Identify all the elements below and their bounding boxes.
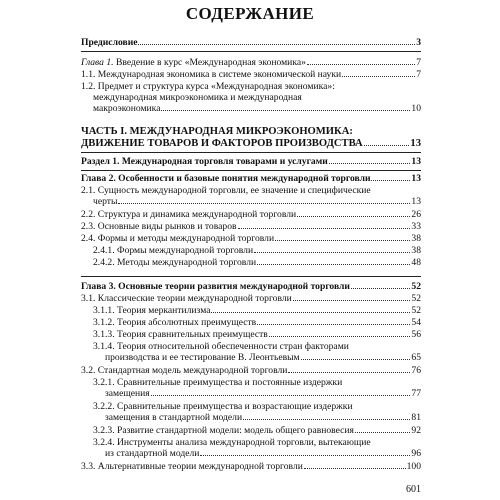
dot-leader bbox=[364, 145, 410, 146]
toc-page: 92 bbox=[411, 425, 421, 436]
toc-label-line: международная микроэкономика и международная bbox=[93, 92, 302, 103]
toc-entry-3-2-4[interactable] bbox=[93, 437, 421, 459]
toc-page: 77 bbox=[411, 388, 421, 399]
toc-entry-3-1-3[interactable] bbox=[93, 329, 421, 340]
dot-leader bbox=[293, 300, 411, 301]
toc-page: 13 bbox=[411, 196, 421, 207]
divider bbox=[81, 276, 421, 277]
toc-entry-chapter-1[interactable] bbox=[81, 57, 421, 68]
toc-label-line: макроэкономика bbox=[93, 103, 161, 114]
dot-leader bbox=[301, 359, 411, 360]
toc-page: 65 bbox=[411, 352, 421, 363]
toc-page: 52 bbox=[411, 293, 421, 304]
toc-entry-3-1[interactable] bbox=[81, 293, 421, 304]
toc-entry-chapter-3[interactable] bbox=[81, 281, 421, 292]
dot-leader bbox=[288, 372, 410, 373]
dot-leader bbox=[329, 163, 411, 164]
toc-label: 3.3. Альтернативные теории международной торговли bbox=[81, 461, 303, 472]
page-title: СОДЕРЖАНИЕ bbox=[185, 4, 315, 23]
toc-entry-1-2[interactable] bbox=[81, 81, 421, 114]
dot-leader bbox=[254, 252, 410, 253]
toc-page: 7 bbox=[416, 69, 421, 80]
dot-leader bbox=[118, 203, 410, 204]
toc-page: 81 bbox=[411, 412, 421, 423]
toc-page: 13 bbox=[411, 156, 421, 167]
dot-leader bbox=[138, 44, 415, 45]
toc-page: 38 bbox=[411, 245, 421, 256]
toc-label: 3.1. Классические теории международной торговли bbox=[81, 293, 292, 304]
toc-label-line: 2.1. Сущность международной торговли, ее значение и специфические bbox=[81, 185, 371, 196]
toc-entry-part-1[interactable] bbox=[81, 126, 421, 150]
dot-leader bbox=[297, 216, 410, 217]
toc-page: 52 bbox=[411, 281, 421, 292]
dot-leader bbox=[238, 228, 411, 229]
toc-page: 10 bbox=[411, 103, 421, 114]
dot-leader bbox=[257, 324, 410, 325]
toc-entry-3-2-1[interactable] bbox=[93, 377, 421, 399]
toc-label: 2.4.1. Формы международной торговли bbox=[93, 245, 254, 256]
toc-entry-section-1[interactable] bbox=[81, 156, 421, 167]
toc-page: 13 bbox=[411, 173, 421, 184]
divider bbox=[81, 152, 421, 153]
toc-label-line: 3.1.4. Теория относительной обеспеченности стран факторами bbox=[93, 341, 349, 352]
toc-label: 3.1.1. Теория меркантилизма bbox=[93, 305, 211, 316]
dot-leader bbox=[243, 419, 410, 420]
dot-leader bbox=[342, 76, 415, 77]
dot-leader bbox=[275, 240, 410, 241]
dot-leader bbox=[200, 455, 410, 456]
dot-leader bbox=[151, 395, 411, 396]
toc-label: 2.4. Формы и методы международной торговли bbox=[81, 233, 275, 244]
toc-entry-3-2-3[interactable] bbox=[93, 425, 421, 436]
toc-label: 2.4.2. Методы международной торговли bbox=[93, 257, 257, 268]
toc-page: 33 bbox=[411, 221, 421, 232]
dot-leader bbox=[371, 180, 410, 181]
toc-label-line: 3.2.2. Сравнительные преимущества и возрастающие издержки bbox=[93, 401, 353, 412]
toc-label: Раздел 1. Международная торговля товарами и услугами bbox=[81, 156, 328, 167]
toc-entry-3-1-2[interactable] bbox=[93, 317, 421, 328]
dot-leader bbox=[355, 432, 410, 433]
toc-label-line: замещения bbox=[105, 388, 150, 399]
toc-label: 3.1.2. Теория абсолютных преимуществ bbox=[93, 317, 257, 328]
dot-leader bbox=[257, 264, 410, 265]
toc-label-line: 1.2. Предмет и структура курса «Международная экономика»: bbox=[81, 81, 335, 92]
toc-label: 1.1. Международная экономика в системе экономической науки bbox=[81, 69, 342, 80]
toc-label: Глава 2. Особенности и базовые понятия международной торговли bbox=[81, 173, 371, 184]
toc-page: 56 bbox=[411, 329, 421, 340]
toc-label-line: замещения в стандартной модели bbox=[105, 412, 243, 423]
divider bbox=[81, 170, 421, 171]
toc-label-line: производства и ее тестирование В. Леонтьевым bbox=[105, 352, 300, 363]
toc-label: 2.2. Структура и динамика международной торговли bbox=[81, 209, 297, 220]
toc-entry-2-4[interactable] bbox=[81, 233, 421, 244]
dot-leader bbox=[161, 110, 410, 111]
part-title-line: ЧАСТЬ I. МЕЖДУНАРОДНАЯ МИКРОЭКОНОМИКА: bbox=[81, 126, 353, 137]
toc-label: 3.1.3. Теория сравнительных преимуществ bbox=[93, 329, 268, 340]
toc-label: 3.2. Стандартная модель международной торговли bbox=[81, 365, 288, 376]
dot-leader bbox=[351, 288, 410, 289]
toc-label: 3.2.3. Развитие стандартной модели: модель общего равновесия bbox=[93, 425, 354, 436]
toc-entry-1-1[interactable] bbox=[81, 69, 421, 80]
toc-page: 48 bbox=[411, 257, 421, 268]
toc-label: 2.3. Основные виды рынков и товаров bbox=[81, 221, 237, 232]
toc-entry-2-2[interactable] bbox=[81, 209, 421, 220]
toc-entry-2-4-1[interactable] bbox=[93, 245, 421, 256]
toc-label-line: черты bbox=[93, 196, 118, 207]
page-number: 601 bbox=[406, 484, 421, 495]
toc-label-line: 3.2.4. Инструменты анализа международной торговли, вытекающие bbox=[93, 437, 371, 448]
toc-entry-3-1-4[interactable] bbox=[93, 341, 421, 363]
dot-leader bbox=[211, 312, 410, 313]
toc-page: 26 bbox=[411, 209, 421, 220]
toc-entry-3-2[interactable] bbox=[81, 365, 421, 376]
toc-page: 96 bbox=[411, 448, 421, 459]
toc-label-line: 3.2.1. Сравнительные преимущества и постоянные издержки bbox=[93, 377, 343, 388]
dot-leader bbox=[304, 468, 406, 469]
toc-entry-chapter-2[interactable] bbox=[81, 173, 421, 184]
toc-page: 3 bbox=[416, 37, 421, 48]
toc-page: 7 bbox=[416, 57, 421, 68]
toc-page: 76 bbox=[411, 365, 421, 376]
toc-page: 100 bbox=[406, 461, 421, 472]
toc-label-line: из стандартной модели bbox=[105, 448, 200, 459]
toc-label: Глава 3. Основные теории развития международной торговли bbox=[81, 281, 350, 292]
toc-entry-2-3[interactable] bbox=[81, 221, 421, 232]
toc-entry-preface[interactable] bbox=[81, 37, 421, 48]
toc-label: Введение в курс «Международная экономика» bbox=[113, 57, 306, 68]
chapter-prefix: Глава 1. bbox=[81, 57, 114, 68]
toc-page: 54 bbox=[411, 317, 421, 328]
dot-leader bbox=[307, 64, 415, 65]
divider bbox=[81, 51, 421, 52]
toc-entry-2-4-2[interactable] bbox=[93, 257, 421, 268]
dot-leader bbox=[269, 336, 411, 337]
toc-page: 38 bbox=[411, 233, 421, 244]
toc-entry-3-2-2[interactable] bbox=[93, 401, 421, 423]
toc-entry-3-3[interactable] bbox=[81, 461, 421, 472]
part-title-line: ДВИЖЕНИЕ ТОВАРОВ И ФАКТОРОВ ПРОИЗВОДСТВА bbox=[81, 138, 363, 149]
toc-page: 52 bbox=[411, 305, 421, 316]
toc-entry-2-1[interactable] bbox=[81, 185, 421, 207]
toc-label: Предисловие bbox=[81, 37, 138, 48]
toc-page: 13 bbox=[410, 138, 421, 149]
toc-entry-3-1-1[interactable] bbox=[93, 305, 421, 316]
